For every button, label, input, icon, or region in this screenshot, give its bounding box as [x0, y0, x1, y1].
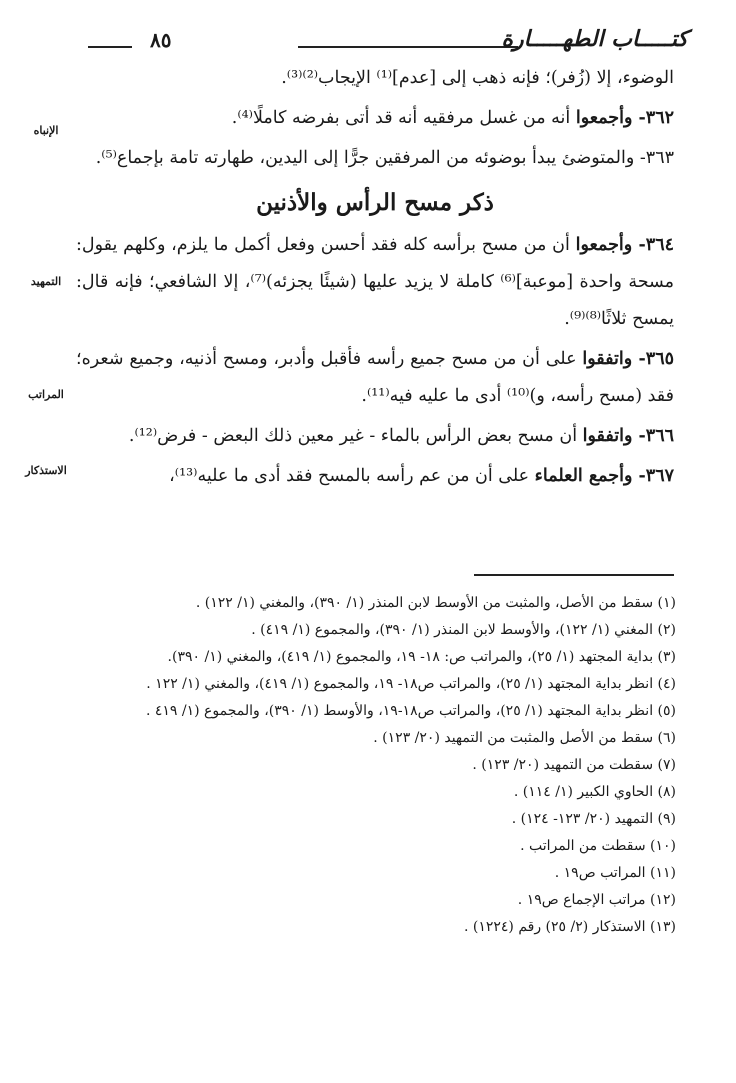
paragraph-362: [76, 100, 674, 137]
margin-source-tamhid: التمهيد: [30, 275, 62, 288]
paragraph-lead: ٣٦٥- واتفقوا: [582, 349, 674, 369]
paragraph-lead: ٣٦٧- وأجمع العلماء: [534, 466, 674, 486]
footnote: (٢) المغني (١/ ١٢٢)، والأوسط لابن المنذر (١/ ٣٩٠)، والمجموع (١/ ٤١٩) .: [251, 622, 676, 638]
footnote: (١٢) مراتب الإجماع ص١٩ .: [517, 892, 676, 908]
footnote: (١١) المراتب ص١٩ .: [554, 865, 676, 881]
paragraph-lead: ٣٦٢- وأجمعوا: [575, 108, 674, 128]
footnote: (٣) بداية المجتهد (١/ ٢٥)، والمراتب ص: ١٨- ١٩، والمجموع (١/ ٤١٩)، والمغني (١/ ٣٩٠).: [167, 649, 676, 665]
footnote: (٨) الحاوي الكبير (١/ ١١٤) .: [513, 784, 676, 800]
paragraph-lead: ٣٦٤- وأجمعوا: [575, 235, 674, 255]
footnote: (٤) انظر بداية المجتهد (١/ ٢٥)، والمراتب ص١٨- ١٩، والمجموع (١/ ٤١٩)، والمغني (١/ ١٢٢ .: [146, 676, 676, 692]
paragraph-367: [76, 458, 674, 495]
paragraph-lead: ٣٦٦- واتفقوا: [582, 426, 674, 446]
margin-source-istidhkar: الاستذكار: [25, 464, 67, 477]
footnote: (١٠) سقطت من المراتب .: [520, 838, 676, 854]
section-heading: ذكر مسح الرأس والأذنين: [256, 189, 494, 216]
margin-source-inbah: الإنباه: [33, 124, 59, 137]
main-text: [76, 60, 674, 498]
header-rule-left: [88, 46, 132, 48]
footnote: (٥) انظر بداية المجتهد (١/ ٢٥)، والمراتب ص١٨-١٩، والأوسط (١/ ٣٩٠)، والمجموع (١/ ٤١٩ .: [145, 703, 676, 719]
paragraph-text: على أن من عم رأسه بالمسح فقد أدى ما عليه⁽¹³⁾،: [169, 466, 535, 486]
footnotes: [70, 590, 676, 941]
margin-source-maratib: المراتب: [28, 388, 64, 401]
footnote: (٧) سقطت من التمهيد (٢٠/ ١٢٣) .: [472, 757, 676, 773]
paragraph-text: أنه من غسل مرفقيه أنه قد أتى بفرضه كاملًا⁽⁴⁾.: [231, 108, 576, 128]
footnote: (١٣) الاستذكار (٢/ ٢٥) رقم (١٢٢٤) .: [463, 919, 676, 935]
paragraph-364: [76, 227, 674, 338]
header-rule: [298, 46, 518, 48]
paragraph-text: أن مسح بعض الرأس بالماء - غير معين ذلك البعض - فرض⁽¹²⁾.: [128, 426, 583, 446]
paragraph-text: أن من مسح برأسه كله فقد أحسن وفعل أكمل ما يلزم، وكلهم يقول: مسحة واحدة [موعبة]⁽⁶⁾ كاملة لا يزيد عليها (شيئًا يجزئه)⁽⁷⁾، إلا الشافعي؛ فإنه قال: يمسح ثلاثًا⁽⁸⁾⁽⁹⁾.: [76, 235, 674, 329]
footnote-separator: [474, 574, 674, 576]
paragraph-366: [76, 418, 674, 455]
footnote: (٦) سقط من الأصل والمثبت من التمهيد (٢٠/ ١٢٣) .: [373, 730, 676, 746]
paragraph-361-end: الوضوء، إلا (زُفر)؛ فإنه ذهب إلى [عدم]⁽¹⁾ الإيجاب⁽²⁾⁽³⁾.: [281, 68, 674, 88]
page-number: ٨٥: [150, 28, 172, 52]
running-title: كتـــــاب الطهـــــارة: [501, 26, 688, 52]
paragraph-text: على أن من مسح جميع رأسه فأقبل وأدبر، ومسح أذنيه، وجميع شعره؛ فقد (مسح رأسه، و)⁽¹⁰⁾ أدى ما عليه فيه⁽¹¹⁾.: [76, 349, 674, 406]
footnote: (٩) التمهيد (٢٠/ ١٢٣- ١٢٤) .: [511, 811, 676, 827]
page-header: [88, 24, 688, 58]
footnote: (١) سقط من الأصل، والمثبت من الأوسط لابن المنذر (١/ ٣٩٠)، والمغني (١/ ١٢٢) .: [195, 595, 676, 611]
paragraph-365: [76, 341, 674, 415]
paragraph-363: ٣٦٣- والمتوضئ يبدأ بوضوئه من المرفقين جرًّا إلى اليدين، طهارته تامة بإجماع⁽⁵⁾.: [95, 148, 674, 168]
